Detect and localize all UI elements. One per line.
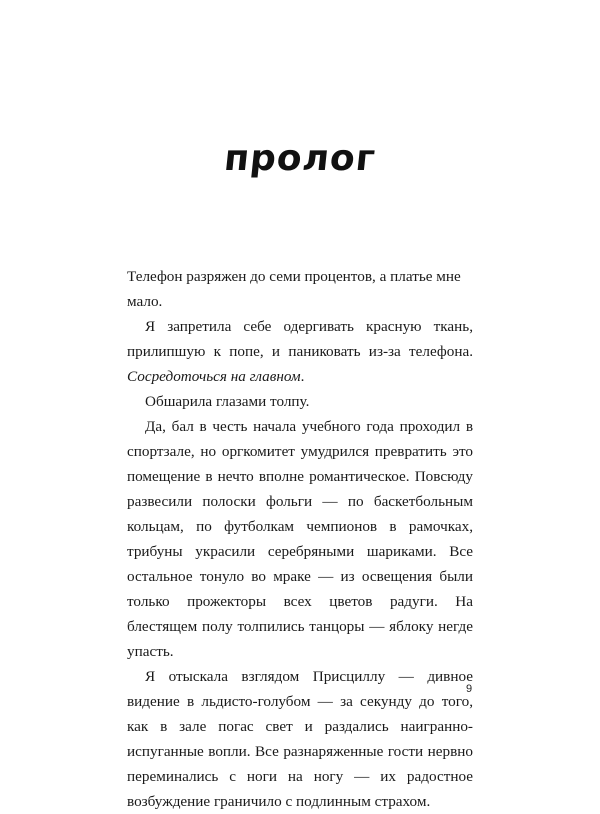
paragraph-2-emphasis: Сосредоточься на главном	[127, 368, 301, 385]
paragraph-2-end: .	[300, 368, 305, 385]
page-number: 9	[466, 683, 473, 695]
paragraph-1: Телефон разряжен до семи процентов, а платье мне мало.	[127, 268, 461, 310]
paragraph-5: Я отыскала взглядом Присциллу — дивное видение в льдисто-голубом — за секунду до того, как в зале погас свет и раздались наигранно-испуганные вопли. Все разнаряженные гости нервно переминались с ноги на ногу — их радостное возбуждение граничило с подлинным страхом.	[127, 668, 473, 810]
paragraph-3: Обшарила глазами толпу.	[145, 393, 310, 410]
paragraph-2-text: Я запретила себе одергивать красную ткань, прилипшую к попе, и паниковать из-за телефона.	[127, 318, 473, 360]
paragraph-2	[127, 314, 473, 389]
paragraph-4: Да, бал в честь начала учебного года проходил в спортзале, но оргкомитет умудрился превратить это помещение в нечто вполне романтическое. Повсюду развесили полоски фольги — по баскетбольным кольцам, по футболкам чемпионов в рамочках, трибуны украсили серебряными шариками. Все остальное тонуло во мраке — из освещения были только прожекторы всех цветов радуги. На блестящем полу толпились танцоры — яблоку негде упасть.	[127, 418, 473, 660]
body-text	[127, 264, 473, 814]
chapter-title: пролог	[222, 138, 378, 179]
